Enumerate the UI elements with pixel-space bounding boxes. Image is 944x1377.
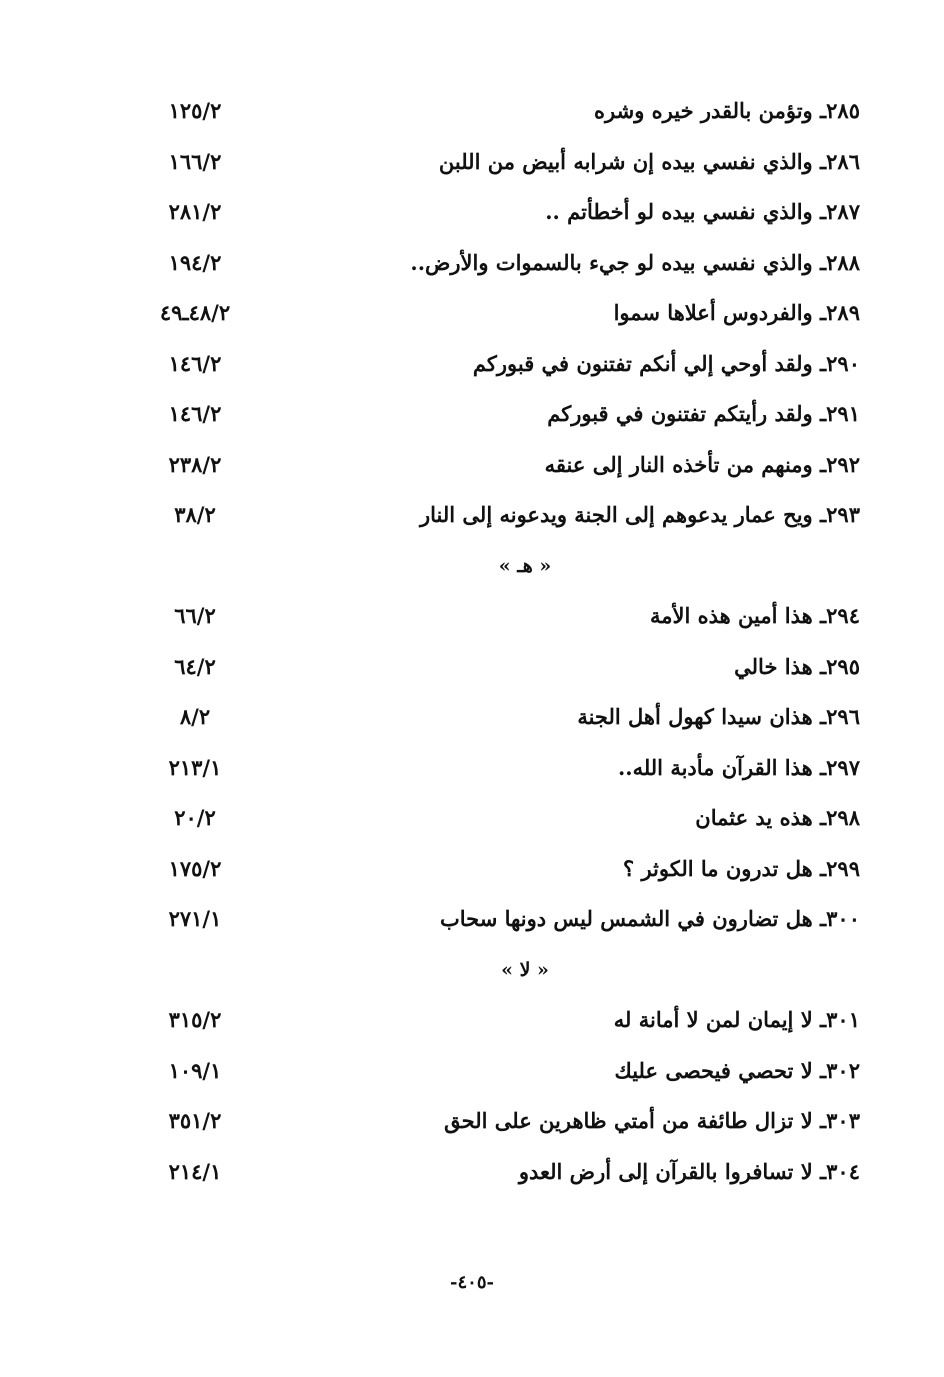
entry-text: ٢٩٢ـ ومنهم من تأخذه النار إلى عنقه <box>544 451 860 477</box>
entry-reference: ١٩٤/٢ <box>168 249 222 275</box>
list-item <box>140 793 860 844</box>
list-item <box>140 894 860 945</box>
entry-reference: ٢٨١/٢ <box>168 199 222 224</box>
entry-reference: ١٦٦/٢ <box>168 148 222 174</box>
list-item <box>140 339 860 390</box>
list-item <box>140 642 860 693</box>
entry-reference: ١٠٩/١ <box>168 1057 222 1083</box>
list-item <box>140 187 860 238</box>
entry-text: ٢٩٤ـ هذا أمين هذه الأمة <box>650 603 860 628</box>
entry-reference: ٣٨/٢ <box>174 502 216 527</box>
entry-reference: ٣٥١/٢ <box>168 1108 222 1133</box>
entry-text: ٣٠٠ـ هل تضارون في الشمس ليس دونها سحاب <box>440 906 860 931</box>
entry-text: ٢٨٥ـ وتؤمن بالقدر خيره وشره <box>594 98 860 123</box>
section-heading-la: « لا » <box>501 958 549 981</box>
list-item <box>140 844 860 895</box>
entry-text: ٣٠٣ـ لا تزال طائفة من أمتي ظاهرين على الحق <box>444 1108 860 1133</box>
entry-reference: ٦٤/٢ <box>174 653 216 679</box>
list-item <box>140 86 860 137</box>
list-item <box>140 1096 860 1147</box>
entry-reference: ٨/٢ <box>179 704 211 729</box>
entry-text: ٢٩٩ـ هل تدرون ما الكوثر ؟ <box>622 855 860 881</box>
entry-reference: ٦٦/٢ <box>174 603 216 628</box>
entry-text: ٢٩٣ـ ويح عمار يدعوهم إلى الجنة ويدعونه إلى النار <box>420 502 860 527</box>
entry-reference: ٣١٥/٢ <box>168 1007 222 1032</box>
page-number: -٤٠٥- <box>450 1272 494 1293</box>
list-item <box>140 137 860 188</box>
entry-reference: ٢٠/٢ <box>174 805 216 830</box>
entry-text: ٢٩١ـ ولقد رأيتكم تفتنون في قبوركم <box>547 401 860 426</box>
list-item <box>140 1147 860 1198</box>
section-heading-heh: « هـ » <box>498 554 552 577</box>
entry-reference: ٢١٣/١ <box>168 754 222 780</box>
list-item <box>140 440 860 491</box>
entry-reference: ١٤٦/٢ <box>168 350 222 376</box>
entry-reference: ٢٣٨/٢ <box>168 451 222 477</box>
entry-reference: ٤٨/٢ـ٤٩ <box>159 300 231 325</box>
list-item <box>140 692 860 743</box>
list-item <box>140 995 860 1046</box>
list-item <box>140 288 860 339</box>
entry-text: ٣٠٢ـ لا تحصي فيحصى عليك <box>614 1057 860 1083</box>
entry-text: ٢٨٩ـ والفردوس أعلاها سموا <box>613 300 860 325</box>
entry-text: ٢٩٠ـ ولقد أوحي إلي أنكم تفتنون في قبوركم <box>472 350 860 376</box>
list-item <box>140 238 860 289</box>
entry-text: ٣٠١ـ لا إيمان لمن لا أمانة له <box>613 1007 860 1032</box>
entry-reference: ١٧٥/٢ <box>168 855 222 881</box>
hadith-index-list <box>140 86 860 1197</box>
entry-text: ٢٩٥ـ هذا خالي <box>734 653 860 679</box>
entry-reference: ٢٧١/١ <box>168 906 222 931</box>
list-item <box>140 490 860 541</box>
entry-text: ٢٩٨ـ هذه يد عثمان <box>695 805 860 830</box>
list-item <box>140 389 860 440</box>
entry-text: ٢٨٦ـ والذي نفسي بيده إن شرابه أبيض من اللبن <box>438 148 860 174</box>
entry-reference: ٢١٤/١ <box>168 1158 222 1184</box>
list-item <box>140 743 860 794</box>
entry-text: ٢٨٨ـ والذي نفسي بيده لو جيء بالسموات والأرض.. <box>410 249 860 275</box>
list-item <box>140 1046 860 1097</box>
entry-text: ٢٩٦ـ هذان سيدا كهول أهل الجنة <box>577 704 860 729</box>
entry-text: ٢٨٧ـ والذي نفسي بيده لو أخطأتم .. <box>545 199 860 224</box>
entry-text: ٢٩٧ـ هذا القرآن مأدبة الله.. <box>617 754 860 780</box>
entry-text: ٣٠٤ـ لا تسافروا بالقرآن إلى أرض العدو <box>518 1158 860 1184</box>
entry-reference: ١٢٥/٢ <box>168 98 222 123</box>
entry-reference: ١٤٦/٢ <box>168 401 222 426</box>
list-item <box>140 591 860 642</box>
